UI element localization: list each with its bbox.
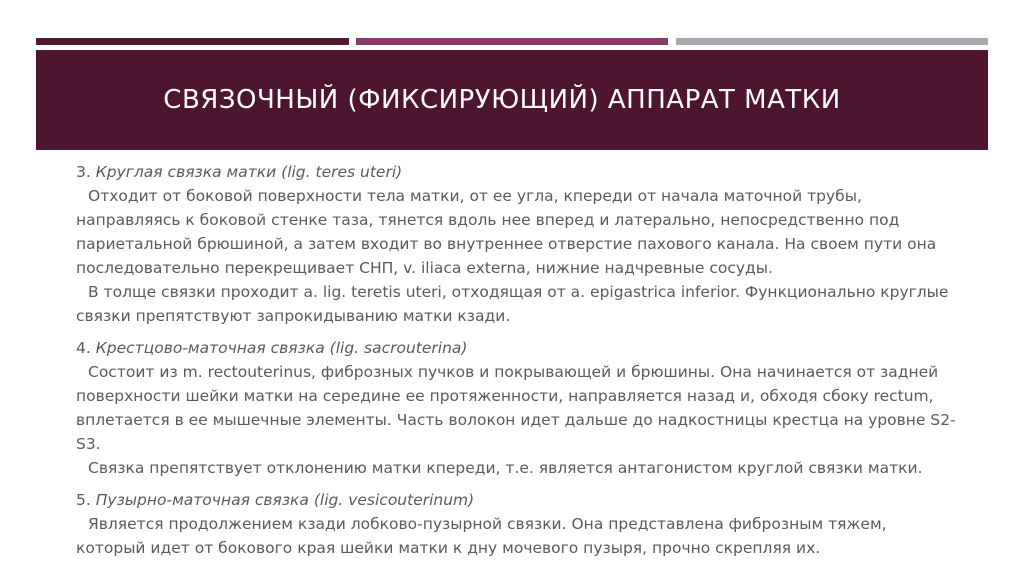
- section-paragraph: [76, 456, 956, 480]
- section-paragraph: [76, 280, 956, 328]
- section-number: 4.: [76, 339, 91, 357]
- section-number: 3.: [76, 163, 91, 181]
- section-name: Круглая связка матки (lig. teres uteri): [95, 163, 403, 181]
- decorative-stripe-middle: [356, 38, 668, 45]
- decorative-stripe-left: [36, 38, 349, 45]
- section-sacrouterine-ligament: [76, 336, 956, 480]
- section-paragraph: [76, 184, 956, 280]
- section-vesicouterine-ligament: [76, 488, 956, 560]
- section-heading: [76, 160, 956, 184]
- slide-content: [76, 160, 956, 568]
- section-name: Пузырно-маточная связка (lig. vesicouterinum): [95, 491, 475, 509]
- decorative-stripe-right: [676, 38, 988, 45]
- paragraph-text: Является продолжением кзади лобково-пузырной связки. Она представлена фиброзным тяжем, который идет от бокового края шейки матки к дну мочевого пузыря, прочно скрепляя их.: [76, 515, 887, 557]
- section-paragraph: [76, 512, 956, 560]
- paragraph-text: Связка препятствует отклонению матки кпереди, т.е. является антагонистом круглой связки матки.: [88, 459, 923, 477]
- section-heading: [76, 336, 956, 360]
- paragraph-text: В толще связки проходит a. lig. teretis uteri, отходящая от a. epigastrica inferior. Функционально круглые связки препятствуют запрокидыванию матки кзади.: [76, 283, 949, 325]
- section-number: 5.: [76, 491, 91, 509]
- section-paragraph: [76, 360, 956, 456]
- slide-title: СВЯЗОЧНЫЙ (ФИКСИРУЮЩИЙ) АППАРАТ МАТКИ: [163, 85, 841, 115]
- section-heading: [76, 488, 956, 512]
- section-round-ligament: [76, 160, 956, 328]
- section-name: Крестцово-маточная связка (lig. sacrouterina): [95, 339, 468, 357]
- paragraph-text: Состоит из m. rectouterinus, фиброзных пучков и покрывающей и брюшины. Она начинается от задней поверхности шейки матки на середине ее протяженности, направляется назад и, обходя сбоку rectum, вплетается в ее мышечные элементы. Часть волокон идет дальше до надкостницы крестца на уровне S2-S3.: [76, 363, 956, 453]
- title-band: [36, 50, 988, 150]
- paragraph-text: Отходит от боковой поверхности тела матки, от ее угла, кпереди от начала маточной трубы, направляясь к боковой стенке таза, тянется вдоль нее вперед и латерально, непосредственно под париетальной брюшиной, а затем входит во внутреннее отверстие пахового канала. На своем пути она последовательно перекрещивает СНП, v. iliaca externa, нижние надчревные сосуды.: [76, 187, 937, 277]
